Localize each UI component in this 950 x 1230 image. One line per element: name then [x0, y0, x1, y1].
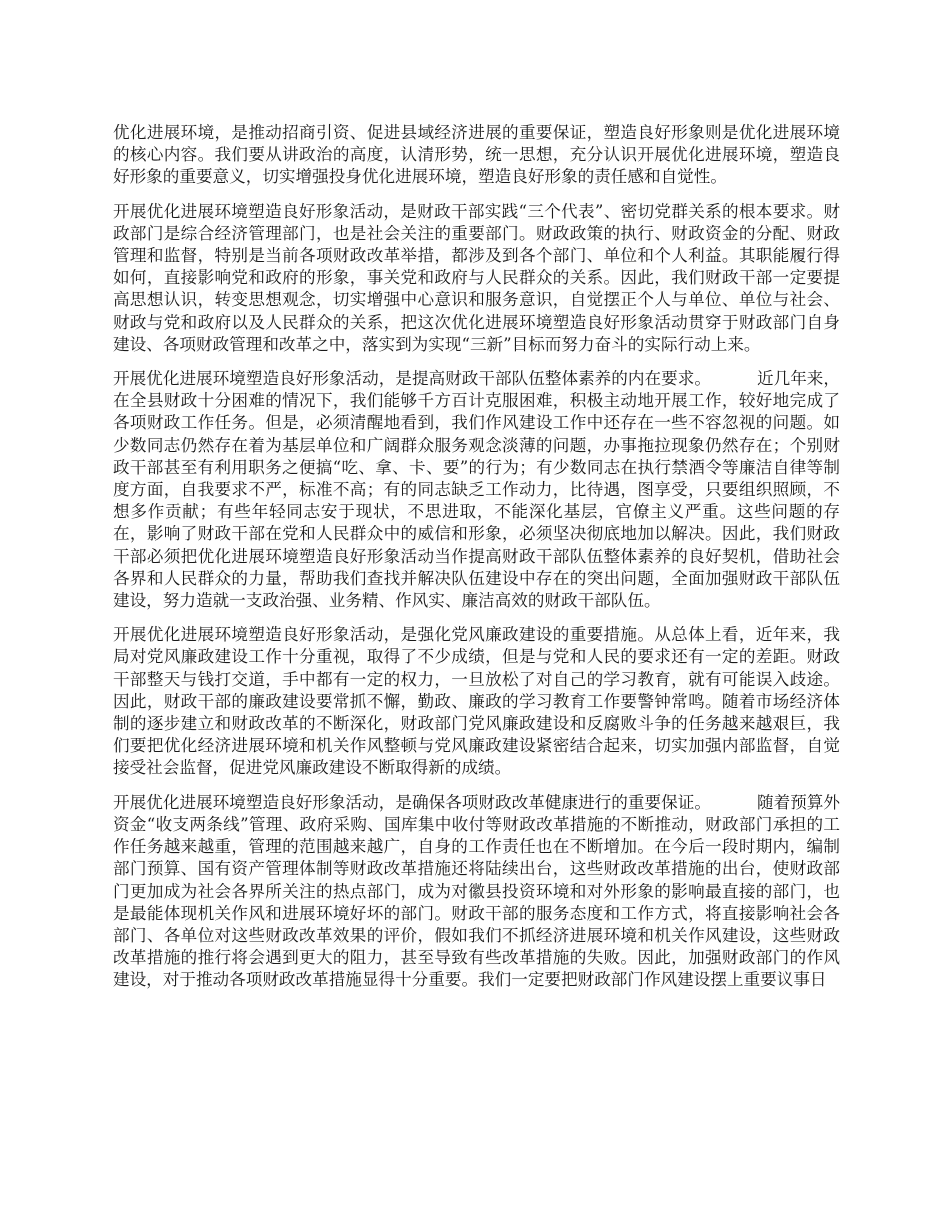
paragraph-4: 开展优化进展环境塑造良好形象活动，是强化党风廉政建设的重要措施。从总体上看，近年来，我局对党风廉政建设工作十分重视，取得了不少成绩，但是与党和人民的要求还有一定的差距。财政干部整天与钱打交道，手中都有一定的权力，一旦放松了对自己的学习教育，就有可能误入歧途。因此，财政干部的廉政建设要常抓不懈，勤政、廉政的学习教育工作要警钟常鸣。随着市场经济体制的逐步建立和财政改革的不断深化，财政部门党风廉政建设和反腐败斗争的任务越来越艰巨，我们要把优化经济进展环境和机关作风整顿与党风廉政建设紧密结合起来，切实加强内部监督，自觉接受社会监督，促进党风廉政建设不断取得新的成绩。 [113, 625, 840, 778]
document-page [113, 122, 840, 1004]
paragraph-1: 优化进展环境，是推动招商引资、促进县域经济进展的重要保证，塑造良好形象则是优化进展环境的核心内容。我们要从讲政治的高度，认清形势，统一思想，充分认识开展优化进展环境，塑造良好形象的重要意义，切实增强投身优化进展环境，塑造良好形象的责任感和自觉性。 [113, 123, 840, 187]
paragraph-5 [113, 792, 840, 992]
paragraph-5-lead: 开展优化进展环境塑造良好形象活动，是确保各项财政改革健康进行的重要保证。 [113, 792, 711, 812]
paragraph-3-body: 近几年来，在全县财政十分困难的情况下，我们能够千方百计克服困难，积极主动地开展工作，较好地完成了各项财政工作任务。但是，必须清醒地看到，我们作风建设工作中还存在一些不容忽视的问题。如少数同志仍然存在着为基层单位和广阔群众服务观念淡薄的问题，办事拖拉现象仍然存在；个别财政干部甚至有利用职务之便搞“吃、拿、卡、要”的行为；有少数同志在执行禁酒令等廉洁自律等制度方面，自我要求不严，标准不高；有的同志缺乏工作动力，比待遇，图享受，只要组织照顾，不想多作贡献；有些年轻同志安于现状，不思进取，不能深化基层，官僚主义严重。这些问题的存在，影响了财政干部在党和人民群众中的威信和形象，必须坚决彻底地加以解决。因此，我们财政干部必须把优化进展环境塑造良好形象活动当作提高财政干部队伍整体素养的良好契机，借助社会各界和人民群众的力量，帮助我们查找并解决队伍建设中存在的突出问题，全面加强财政干部队伍建设，努力造就一支政治强、业务精、作风实、廉洁高效的财政干部队伍。 [113, 369, 841, 611]
paragraph-3 [113, 368, 840, 612]
paragraph-3-lead: 开展优化进展环境塑造良好形象活动，是提高财政干部队伍整体素养的内在要求。 [113, 369, 711, 389]
paragraph-2: 开展优化进展环境塑造良好形象活动，是财政干部实践“三个代表”、密切党群关系的根本要求。财政部门是综合经济管理部门，也是社会关注的重要部门。财政政策的执行、财政资金的分配、财政管理和监督，特别是当前各项财政改革举措，都涉及到各个部门、单位和个人利益。其职能履行得如何，直接影响党和政府的形象，事关党和政府与人民群众的关系。因此，我们财政干部一定要提高思想认识，转变思想观念，切实增强中心意识和服务意识，自觉摆正个人与单位、单位与社会、财政与党和政府以及人民群众的关系，把这次优化进展环境塑造良好形象活动贯穿于财政部门自身建设、各项财政管理和改革之中，落实到为实现“三新”目标而努力奋斗的实际行动上来。 [113, 201, 840, 354]
paragraph-5-body: 随着预算外资金“收支两条线”管理、政府采购、国库集中收付等财政改革措施的不断推动，财政部门承担的工作任务越来越重，管理的范围越来越广，自身的工作责任也在不断增加。在今后一段时期内，编制部门预算、国有资产管理体制等财政改革措施还将陆续出台，这些财政改革措施的出台，使财政部门更加成为社会各界所关注的热点部门，成为对徽县投资环境和对外形象的影响最直接的部门，也是最能体现机关作风和进展环境好坏的部门。财政干部的服务态度和工作方式，将直接影响社会各部门、各单位对这些财政改革效果的评价，假如我们不抓经济进展环境和机关作风建设，这些财政改革措施的推行将会遇到更大的阻力，甚至导致有些改革措施的失败。因此，加强财政部门的作风建设，对于推动各项财政改革措施显得十分重要。我们一定要把财政部门作风建设摆上重要议事日 [113, 792, 841, 990]
